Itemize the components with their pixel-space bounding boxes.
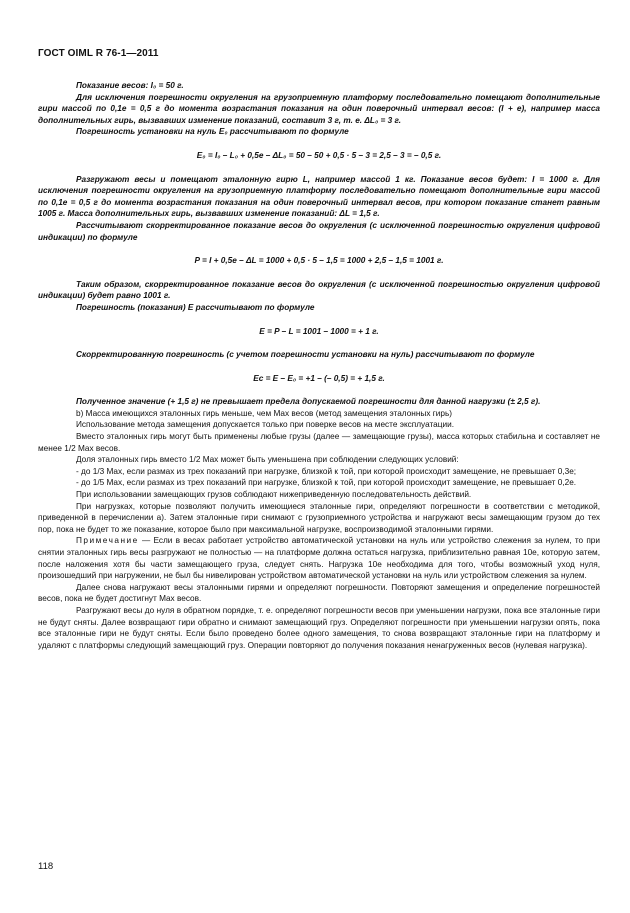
paragraph: Показание весов: I₀ = 50 г. bbox=[76, 81, 184, 90]
paragraph: Далее снова нагружают весы эталонными гирями и определяют погрешности. Повторяют замещения и определение погрешностей весов, пока не будет достигнут Max весов. bbox=[38, 582, 600, 604]
paragraph: Вместо эталонных гирь могут быть применены любые грузы (далее — замещающие грузы), масса которых стабильна и составляет не менее 1/2 Max весов. bbox=[38, 432, 600, 453]
paragraph: Скорректированную погрешность (с учетом погрешности установки на нуль) рассчитывают по формуле bbox=[76, 350, 535, 360]
document-body bbox=[38, 80, 600, 651]
formula: E = P – L = 1001 – 1000 = + 1 г. bbox=[259, 326, 379, 336]
paragraph: Разгружают весы до нуля в обратном порядке, т. е. определяют погрешности весов при уменьшении нагрузки, пока все эталонные гири не будут сняты. Далее возвращают гири обратно и снимают замещающий груз. Определяют погрешности при уменьшении нагрузки опять, пока все эталонные гири не будут сняты. Если было проведено более одного замещения, то снова возвращают эталонные гири на платформу и удаляют с платформы следующий замещающий груз. Операции повторяют до получения показания ненагруженных весов (нулевая нагрузка). bbox=[38, 605, 600, 650]
note-text: — Если в весах работает устройство автоматической установки на нуль или устройство слежения за нулем, то при снятии эталонных гирь весы разгружают не полностью — на платформе должна остаться нагрузка, приблизительно равная 10e, которую затем, после наложения хотя бы части замещающего груза, следует снять. Нагрузка 10e необходима для того, чтобы возможный уход нуля, произошедший при нагружении, не был бы нивелирован устройством автоматической установки на нуль или устройством слежения за нулем. bbox=[38, 536, 601, 581]
paragraph: Таким образом, скорректированное показание весов до округления (с исключенной погрешностью округления цифровой индикации) будет равно 1001 г. bbox=[38, 279, 600, 301]
paragraph: b) Масса имеющихся эталонных гирь меньше, чем Max весов (метод замещения эталонных гирь) bbox=[76, 408, 453, 418]
paragraph: Разгружают весы и помещают эталонную гирю L, например массой 1 кг. Показание весов будет: I = 1000 г. Для исключения погрешности округления на грузоприемную платформу последовательно помещают дополнительные гири массой по 0,1e = 0,5 г до момента возрастания показания на один поверочный интервал весов, при котором показание станет равным 1005 г. Масса дополнительных гирь, вызвавших изменение показаний: ΔL = 1,5 г. bbox=[38, 174, 600, 219]
note-label: Примечание bbox=[76, 536, 139, 546]
formula: E₀ = I₀ – L₀ + 0,5e – ΔL₀ = 50 – 50 + 0,5 · 5 – 3 = 2,5 – 3 = – 0,5 г. bbox=[196, 150, 442, 160]
formula: P = I + 0,5e – ΔL = 1000 + 0,5 · 5 – 1,5 = 1000 + 2,5 – 1,5 = 1001 г. bbox=[194, 256, 444, 266]
paragraph: Доля эталонных гирь вместо 1/2 Max может быть уменьшена при соблюдении следующих условий: bbox=[76, 455, 459, 465]
paragraph: При нагрузках, которые позволяют получить имеющиеся эталонные гири, определяют погрешности в соответствии с методикой, приведенной в перечислении а). Затем эталонные гири снимают с грузоприемного устройства и нагружают весы замещающим грузом до тех пор, пока не будет то же показание, которое было при максимальной нагрузке, воспроизводимой эталонными гирями. bbox=[38, 501, 600, 534]
document-header: ГОСТ OIML R 76-1—2011 bbox=[38, 48, 159, 59]
page-number: 118 bbox=[38, 861, 54, 872]
formula: Ec = E – E₀ = +1 – (– 0,5) = + 1,5 г. bbox=[253, 373, 385, 383]
paragraph: При использовании замещающих грузов соблюдают нижеприведенную последовательность действий. bbox=[76, 490, 472, 500]
paragraph: - до 1/5 Max, если размах из трех показаний при нагрузке, близкой к той, при которой происходит замещение, не превышает 0,2e. bbox=[76, 478, 577, 488]
paragraph: - до 1/3 Max, если размах из трех показаний при нагрузке, близкой к той, при которой происходит замещение, не превышает 0,3e; bbox=[76, 466, 577, 476]
paragraph: Погрешность установки на нуль E₀ рассчитывают по формуле bbox=[76, 127, 349, 137]
paragraph: Полученное значение (+ 1,5 г) не превышает предела допускаемой погрешности для данной нагрузки (± 2,5 г). bbox=[76, 397, 541, 407]
paragraph: Рассчитывают скорректированное показание весов до округления (с исключенной погрешностью округления цифровой индикации) по формуле bbox=[38, 220, 600, 242]
paragraph: Для исключения погрешности округления на грузоприемную платформу последовательно помещают дополнительные гири массой по 0,1e = 0,5 г до момента возрастания показания на один поверочный интервал весов: (I + e), например масса дополнительных гирь, вызвавших изменение показаний, составит 3 г, т. е. ΔL₀ = 3 г. bbox=[38, 92, 600, 125]
note-paragraph bbox=[38, 535, 600, 581]
paragraph: Использование метода замещения допускается только при поверке весов на месте эксплуатации. bbox=[76, 420, 455, 430]
paragraph: Погрешность (показания) E рассчитывают по формуле bbox=[76, 302, 315, 312]
